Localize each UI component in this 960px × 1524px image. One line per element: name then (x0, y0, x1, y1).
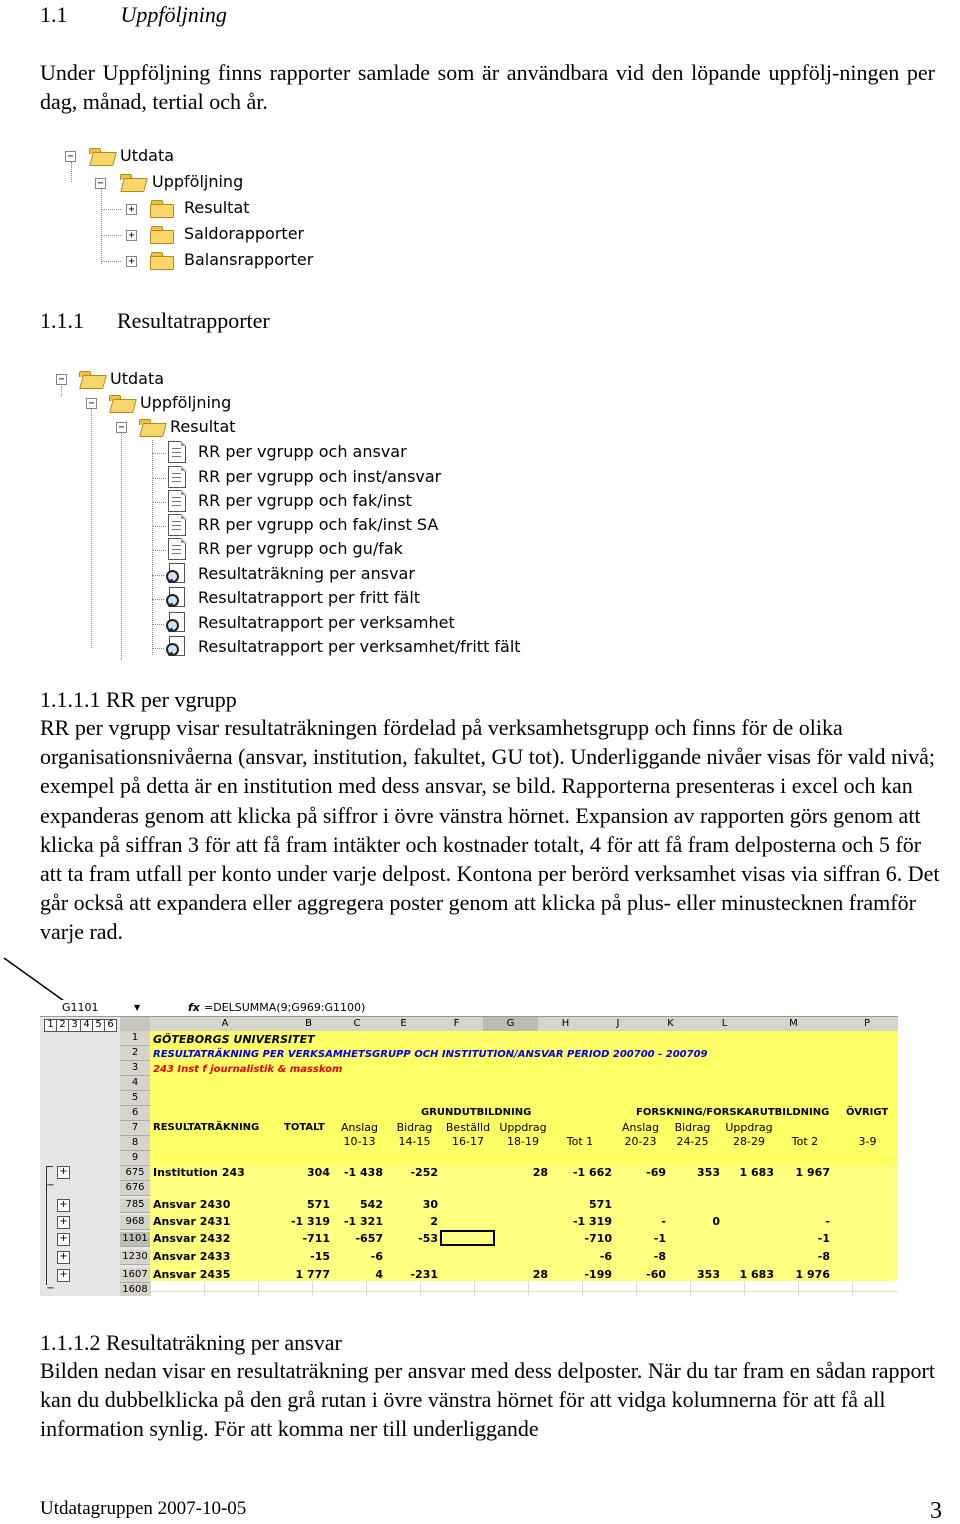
subsection-heading-rr-per-vgrupp: 1.1.1.1 RR per vgrupp (40, 687, 237, 712)
row-number[interactable]: 1607 (120, 1268, 150, 1283)
subheader: Tot 2 (791, 1135, 819, 1148)
row-number[interactable]: 5 (120, 1091, 150, 1106)
intro-paragraph: Under Uppföljning finns rapporter samlade som är användbara vid den löpande uppfölj-ningen per dag, månad, tertial och år. (40, 60, 935, 115)
select-all-corner[interactable] (120, 1017, 151, 1031)
expand-row-button[interactable]: + (57, 1269, 70, 1282)
expand-toggle[interactable]: + (126, 230, 137, 241)
column-header[interactable]: K (643, 1017, 699, 1031)
expand-row-button[interactable]: + (57, 1166, 70, 1179)
value-cell[interactable]: -1 438 (343, 1166, 383, 1179)
value-cell[interactable]: -657 (355, 1232, 383, 1245)
name-box[interactable]: G1101 (62, 1001, 99, 1014)
tree-item-resultat[interactable]: Resultat (170, 417, 236, 436)
tree-item-report[interactable]: RR per vgrupp och ansvar (198, 442, 407, 461)
value-cell[interactable]: -231 (410, 1268, 438, 1281)
value-cell[interactable]: -15 (310, 1250, 330, 1263)
subheader: Anslag (340, 1121, 378, 1134)
level-button[interactable]: 1 (44, 1019, 57, 1032)
value-cell[interactable]: 542 (360, 1198, 383, 1211)
tree-item-uppfoljning[interactable]: Uppföljning (152, 172, 244, 191)
value-cell[interactable]: -8 (817, 1250, 830, 1263)
row-number[interactable]: 1101 (120, 1232, 150, 1247)
sheet-title-report: RESULTATRÄKNING PER VERKSAMHETSGRUPP OCH INSTITUTION/ANSVAR PERIOD 200700 - 200709 (153, 1049, 708, 1060)
value-cell[interactable] (390, 1250, 438, 1264)
value-cell[interactable] (440, 1166, 488, 1180)
value-cell[interactable] (440, 1268, 488, 1282)
row-label[interactable]: Ansvar 2431 (153, 1215, 231, 1228)
value-cell[interactable]: -252 (410, 1166, 438, 1179)
value-cell[interactable] (840, 1232, 892, 1246)
column-header[interactable]: F (430, 1017, 484, 1031)
value-cell[interactable] (778, 1198, 830, 1212)
subsection-heading-resultatrakning: 1.1.1.2 Resultaträkning per ansvar (40, 1330, 342, 1355)
row-number[interactable]: 1 (120, 1031, 150, 1046)
subheader: Bidrag (396, 1121, 433, 1134)
row-label[interactable]: Ansvar 2432 (153, 1232, 231, 1245)
row-number[interactable]: 1608 (120, 1283, 150, 1296)
row-number[interactable]: 4 (120, 1076, 150, 1091)
value-cell[interactable]: -1 (653, 1232, 666, 1245)
value-cell[interactable] (840, 1198, 892, 1212)
folder-icon (150, 252, 174, 269)
level-button[interactable]: 6 (104, 1019, 117, 1032)
tree-item-saldorapporter[interactable]: Saldorapporter (184, 224, 305, 243)
tree-item-report[interactable]: RR per vgrupp och gu/fak (198, 539, 403, 558)
row-label[interactable]: Institution 243 (153, 1166, 245, 1179)
collapse-toggle[interactable]: − (95, 178, 106, 189)
value-cell[interactable]: -711 (302, 1232, 330, 1245)
expand-toggle[interactable]: + (126, 256, 137, 267)
value-cell[interactable] (722, 1215, 774, 1229)
value-cell[interactable] (840, 1215, 892, 1229)
value-cell[interactable] (440, 1198, 488, 1212)
column-header[interactable]: L (698, 1017, 752, 1031)
subheader-code: 18-19 (507, 1135, 539, 1148)
collapse-toggle[interactable]: − (86, 398, 97, 409)
value-cell[interactable]: 1 967 (795, 1166, 830, 1179)
group-header-ovrigt: ÖVRIGT (846, 1107, 889, 1118)
row-number[interactable]: 8 (120, 1136, 150, 1151)
row-number[interactable]: 7 (120, 1121, 150, 1136)
row-number[interactable]: 9 (120, 1151, 150, 1166)
tree-item-utdata[interactable]: Utdata (110, 369, 165, 388)
tree-item-query[interactable]: Resultatrapport per fritt fält (198, 588, 421, 607)
row-number[interactable]: 6 (120, 1106, 150, 1121)
row-number[interactable]: 785 (120, 1198, 150, 1213)
level-button[interactable]: 3 (68, 1019, 81, 1032)
row-label[interactable]: Ansvar 2433 (153, 1250, 231, 1263)
tree-item-balansrapporter[interactable]: Balansrapporter (184, 250, 314, 269)
sheet-title-institution: 243 Inst f journalistik & masskom (153, 1064, 343, 1075)
value-cell[interactable]: -6 (370, 1250, 383, 1263)
query-report-icon (166, 636, 184, 656)
value-cell[interactable]: 4 (375, 1268, 383, 1281)
section-number: 1.1.1 (40, 308, 84, 333)
subheader-code: 24-25 (676, 1135, 709, 1148)
column-header[interactable]: B (280, 1017, 338, 1031)
tree-item-utdata[interactable]: Utdata (120, 146, 175, 165)
value-cell[interactable]: -1 662 (572, 1166, 612, 1179)
value-cell[interactable] (722, 1250, 774, 1264)
value-cell[interactable]: 28 (532, 1268, 548, 1281)
expand-toggle[interactable]: + (126, 204, 137, 215)
value-cell[interactable]: 571 (307, 1198, 330, 1211)
query-report-icon (166, 563, 184, 583)
value-cell[interactable]: -1 319 (572, 1215, 612, 1228)
value-cell[interactable] (495, 1250, 548, 1264)
level-button[interactable]: 2 (56, 1019, 69, 1032)
value-cell[interactable] (440, 1250, 488, 1264)
value-cell[interactable] (495, 1198, 548, 1212)
subheader-code: 16-17 (452, 1135, 484, 1148)
collapse-toggle[interactable]: − (65, 151, 76, 162)
section-title: Uppföljning (120, 2, 227, 27)
report-icon (168, 538, 186, 560)
subheader-code: 28-29 (733, 1135, 765, 1148)
value-cell[interactable] (840, 1166, 892, 1180)
section-title: Resultatrapporter (117, 308, 270, 333)
value-cell[interactable] (722, 1232, 774, 1246)
value-cell[interactable]: 353 (697, 1268, 720, 1281)
value-cell[interactable]: - (661, 1215, 666, 1228)
column-header[interactable]: A (150, 1017, 301, 1031)
page-number: 3 (930, 1498, 942, 1524)
subheader: Uppdrag (499, 1121, 547, 1134)
value-cell[interactable] (495, 1215, 548, 1229)
collapse-group-button[interactable]: − (46, 1180, 55, 1191)
tree-view-uppfoljning (44, 140, 329, 275)
tree-item-query[interactable]: Resultatrapport per verksamhet (198, 613, 455, 632)
column-header[interactable]: P (836, 1017, 898, 1031)
value-cell[interactable]: 304 (307, 1166, 330, 1179)
collapse-toggle[interactable]: − (56, 374, 67, 385)
tree-view-resultat (52, 360, 592, 655)
open-folder-icon (88, 148, 112, 165)
rr-per-vgrupp-paragraph: RR per vgrupp visar resultaträkningen fördelad på verksamhetsgrupp och finns för de olika organisationsnivåerna (ansvar, institution, fakultet, GU tot). Underliggande nivåer visas för vald nivå; exempel på detta är en institution med dess ansvar, se bild. Rapporterna presenteras i excel och kan expanderas genom att klicka på siffror i övre vänstra hörnet. Expansion av rapporten görs genom att klicka på siffran 3 för att få fram intäkter och kostnader totalt, 4 för att få fram delposterna och 5 för att ta fram utfall per konto under varje delpost. Kontona per berörd verksamhet visas via siffran 6. Det går också att expandera eller aggregera poster genom att klicka på plus- eller minustecknen framför varje rad. (40, 715, 940, 945)
column-header[interactable]: C (337, 1017, 378, 1031)
value-cell[interactable] (840, 1250, 892, 1264)
sheet-title-university: GÖTEBORGS UNIVERSITET (153, 1033, 315, 1046)
value-cell[interactable]: -1 (817, 1232, 830, 1245)
open-folder-icon (108, 395, 132, 412)
value-cell[interactable]: 1 683 (739, 1166, 774, 1179)
tree-item-report[interactable]: RR per vgrupp och fak/inst SA (198, 515, 439, 534)
selected-cell[interactable] (440, 1230, 495, 1246)
row-number[interactable]: 1230 (120, 1250, 150, 1265)
expand-row-button[interactable]: + (57, 1233, 70, 1246)
subheader: Uppdrag (725, 1121, 773, 1134)
group-header-grundutbildning: GRUNDUTBILDNING (421, 1107, 532, 1118)
value-cell[interactable]: -60 (646, 1268, 666, 1281)
column-header[interactable]: E (377, 1017, 431, 1031)
row-number[interactable]: 2 (120, 1046, 150, 1061)
value-cell[interactable] (840, 1268, 892, 1282)
value-cell[interactable]: -6 (599, 1250, 612, 1263)
section-number: 1.1 (40, 2, 68, 27)
row-number[interactable]: 968 (120, 1215, 150, 1230)
row-label[interactable]: Ansvar 2430 (153, 1198, 231, 1211)
subheader: Tot 1 (566, 1135, 594, 1148)
column-header[interactable]: M (751, 1017, 837, 1031)
fx-label: fx (188, 1001, 200, 1014)
header-totalt: TOTALT (284, 1122, 325, 1133)
value-cell[interactable]: 1 683 (739, 1268, 774, 1281)
excel-report-screenshot (40, 1000, 898, 1296)
level-button[interactable]: 4 (80, 1019, 93, 1032)
tree-item-report[interactable]: RR per vgrupp och inst/ansvar (198, 467, 442, 486)
header-resultatrakning: RESULTATRÄKNING (153, 1122, 260, 1133)
row-number[interactable]: 676 (120, 1181, 150, 1196)
expand-row-button[interactable]: + (57, 1216, 70, 1229)
folder-icon (150, 200, 174, 217)
report-icon (168, 490, 186, 512)
level-button[interactable]: 5 (92, 1019, 105, 1032)
value-cell[interactable] (722, 1198, 774, 1212)
value-cell[interactable]: -710 (584, 1232, 612, 1245)
row-number[interactable]: 3 (120, 1061, 150, 1076)
expand-row-button[interactable]: + (57, 1199, 70, 1212)
value-cell[interactable]: 1 976 (795, 1268, 830, 1281)
section-heading-1-1 (40, 2, 227, 28)
value-cell[interactable] (670, 1232, 720, 1246)
value-cell[interactable]: -8 (653, 1250, 666, 1263)
subheader-code: 20-23 (624, 1135, 657, 1148)
column-header[interactable]: G (483, 1017, 539, 1031)
value-cell[interactable] (618, 1198, 666, 1212)
resultatrakning-paragraph: Bilden nedan visar en resultaträkning per ansvar med dess delposter. När du tar fram en sådan rapport kan du dubbelklicka på den grå rutan i övre vänstra hörnet för att vidga kolumnerna för att få all information synlig. För att komma ner till underliggande (40, 1358, 935, 1442)
value-cell[interactable]: -1 319 (290, 1215, 330, 1228)
value-cell[interactable]: 571 (589, 1198, 612, 1211)
value-cell[interactable]: 353 (697, 1166, 720, 1179)
value-cell[interactable]: 28 (532, 1166, 548, 1179)
tree-item-resultat[interactable]: Resultat (184, 198, 250, 217)
column-header[interactable]: J (593, 1017, 644, 1031)
formula-bar (40, 1000, 898, 1017)
subheader: Beställd (445, 1121, 491, 1134)
subheader-code: 14-15 (398, 1135, 431, 1148)
tree-item-query[interactable]: Resultaträkning per ansvar (198, 564, 415, 583)
expand-row-button[interactable]: + (57, 1251, 70, 1264)
footer-left: Utdatagruppen 2007-10-05 (40, 1498, 247, 1519)
value-cell[interactable]: 1 777 (295, 1268, 330, 1281)
collapse-group-button[interactable]: − (46, 1283, 55, 1294)
report-icon (168, 441, 186, 463)
value-cell[interactable]: 30 (422, 1198, 438, 1211)
value-cell[interactable]: - (825, 1215, 830, 1228)
collapse-toggle[interactable]: − (116, 422, 127, 433)
value-cell[interactable] (440, 1215, 488, 1229)
value-cell[interactable] (670, 1250, 720, 1264)
column-header[interactable]: H (538, 1017, 594, 1031)
query-report-icon (166, 612, 184, 632)
value-cell[interactable]: 2 (430, 1215, 438, 1228)
open-folder-icon (138, 419, 162, 436)
row-label[interactable]: Ansvar 2435 (153, 1268, 231, 1281)
tree-item-query[interactable]: Resultatrapport per verksamhet/fritt fält (198, 637, 521, 656)
tree-item-report[interactable]: RR per vgrupp och fak/inst (198, 491, 412, 510)
query-report-icon (166, 587, 184, 607)
tree-item-uppfoljning[interactable]: Uppföljning (140, 393, 232, 412)
value-cell[interactable] (495, 1232, 548, 1246)
group-header-forskning: FORSKNING/FORSKARUTBILDNING (636, 1107, 830, 1118)
subheader: Anslag (621, 1121, 659, 1134)
subheader-code: 3-9 (858, 1135, 877, 1148)
value-cell[interactable]: 0 (712, 1215, 720, 1228)
value-cell[interactable]: -69 (646, 1166, 666, 1179)
folder-icon (150, 226, 174, 243)
subheader: Bidrag (674, 1121, 711, 1134)
report-icon (168, 514, 186, 536)
subheader-code: 10-13 (343, 1135, 376, 1148)
report-icon (168, 466, 186, 488)
row-number[interactable]: 675 (120, 1166, 150, 1181)
dropdown-arrow-icon[interactable]: ▼ (134, 1003, 141, 1012)
value-cell[interactable]: -1 321 (343, 1215, 383, 1228)
section-heading-1-1-1 (40, 308, 270, 334)
open-folder-icon (119, 174, 143, 191)
value-cell[interactable]: -199 (584, 1268, 612, 1281)
value-cell[interactable] (670, 1198, 720, 1212)
open-folder-icon (78, 371, 102, 388)
value-cell[interactable]: -53 (418, 1232, 438, 1245)
formula-text[interactable]: =DELSUMMA(9;G969:G1100) (204, 1001, 366, 1014)
